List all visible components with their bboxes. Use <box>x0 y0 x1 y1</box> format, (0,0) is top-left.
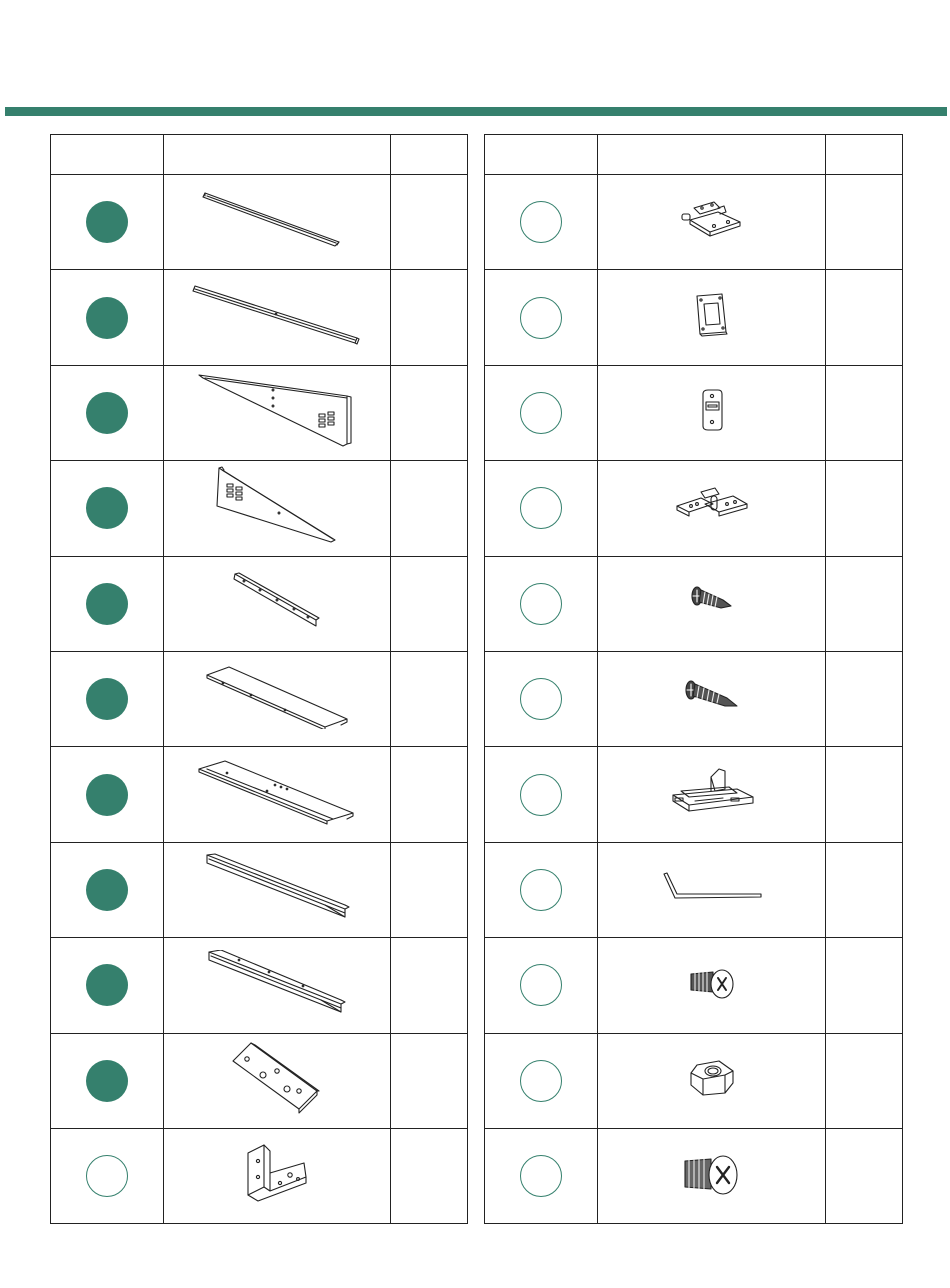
part-qty-cell <box>826 842 903 937</box>
long-angle-rail-icon <box>192 284 362 351</box>
part-badge <box>520 964 562 1006</box>
part-badge <box>520 1155 562 1197</box>
header-id <box>485 135 598 175</box>
table-row <box>51 270 468 365</box>
square-plate-icon <box>694 292 730 343</box>
part-qty-cell <box>391 270 468 365</box>
part-id-cell <box>485 556 598 651</box>
part-badge <box>86 1060 128 1102</box>
part-image-cell <box>164 1033 391 1128</box>
part-image-cell <box>164 461 391 556</box>
part-image-cell <box>598 651 826 746</box>
table-row <box>485 461 903 556</box>
table-row <box>51 651 468 746</box>
part-image-cell <box>598 175 826 270</box>
part-id-cell <box>51 747 164 842</box>
table-row <box>51 842 468 937</box>
table-row <box>485 842 903 937</box>
parts-table-left <box>50 134 468 1224</box>
part-badge <box>86 774 128 816</box>
part-qty-cell <box>391 365 468 460</box>
part-image-cell <box>164 651 391 746</box>
part-qty-cell <box>391 1128 468 1223</box>
triangular-gable-panel-right-icon <box>197 372 357 453</box>
table-row <box>485 556 903 651</box>
part-qty-cell <box>826 365 903 460</box>
corner-bracket-icon <box>244 1143 310 1210</box>
short-angle-bar-icon <box>232 572 322 635</box>
part-badge <box>86 392 128 434</box>
part-id-cell <box>51 1128 164 1223</box>
part-qty-cell <box>826 461 903 556</box>
part-badge <box>86 1155 128 1197</box>
part-id-cell <box>485 461 598 556</box>
part-id-cell <box>51 556 164 651</box>
flat-channel-panel-icon <box>205 665 350 734</box>
table-header-row <box>485 135 903 175</box>
table-row <box>51 175 468 270</box>
header-qty <box>391 135 468 175</box>
part-badge <box>520 1060 562 1102</box>
part-qty-cell <box>391 842 468 937</box>
part-id-cell <box>51 175 164 270</box>
part-badge <box>520 297 562 339</box>
part-qty-cell <box>391 461 468 556</box>
part-badge <box>520 392 562 434</box>
part-qty-cell <box>826 1128 903 1223</box>
part-badge <box>86 678 128 720</box>
table-row <box>51 938 468 1033</box>
part-badge <box>520 583 562 625</box>
header-accent-bar <box>5 107 947 116</box>
part-image-cell <box>164 1128 391 1223</box>
triangular-gable-panel-left-icon <box>215 466 340 551</box>
part-id-cell <box>485 842 598 937</box>
part-qty-cell <box>826 175 903 270</box>
part-image-cell <box>164 556 391 651</box>
table-row <box>485 938 903 1033</box>
part-qty-cell <box>826 651 903 746</box>
part-id-cell <box>51 461 164 556</box>
part-badge <box>86 487 128 529</box>
part-badge <box>520 678 562 720</box>
short-self-tapping-screw-icon <box>689 584 735 623</box>
part-image-cell <box>598 365 826 460</box>
long-self-tapping-screw-icon <box>683 678 741 721</box>
hex-key-icon <box>661 872 763 907</box>
table-row <box>51 747 468 842</box>
part-qty-cell <box>391 938 468 1033</box>
table-row <box>485 270 903 365</box>
part-id-cell <box>485 270 598 365</box>
part-id-cell <box>485 938 598 1033</box>
part-badge <box>86 964 128 1006</box>
part-qty-cell <box>391 175 468 270</box>
table-row <box>485 747 903 842</box>
part-id-cell <box>51 1033 164 1128</box>
part-image-cell <box>164 270 391 365</box>
part-image-cell <box>164 365 391 460</box>
part-image-cell <box>164 938 391 1033</box>
part-qty-cell <box>826 938 903 1033</box>
part-id-cell <box>51 270 164 365</box>
part-badge <box>520 201 562 243</box>
header-id <box>51 135 164 175</box>
part-qty-cell <box>826 556 903 651</box>
part-id-cell <box>51 938 164 1033</box>
table-row <box>51 556 468 651</box>
part-qty-cell <box>391 556 468 651</box>
part-badge <box>520 869 562 911</box>
table-row <box>51 1033 468 1128</box>
part-id-cell <box>51 651 164 746</box>
part-image-cell <box>164 747 391 842</box>
part-id-cell <box>485 747 598 842</box>
part-badge <box>86 869 128 911</box>
part-badge <box>520 774 562 816</box>
part-image-cell <box>164 842 391 937</box>
large-machine-bolt-icon <box>681 1151 743 1202</box>
part-id-cell <box>485 365 598 460</box>
u-channel-rail-holes-icon <box>207 950 347 1021</box>
part-qty-cell <box>391 651 468 746</box>
part-qty-cell <box>826 747 903 842</box>
table-row <box>51 461 468 556</box>
part-id-cell <box>51 842 164 937</box>
slide-bolt-icon <box>667 767 757 822</box>
hasp-latch-icon <box>675 486 749 531</box>
part-id-cell <box>51 365 164 460</box>
long-thin-rail-icon <box>202 190 352 255</box>
part-id-cell <box>485 1128 598 1223</box>
part-image-cell <box>598 270 826 365</box>
part-badge <box>86 201 128 243</box>
table-header-row <box>51 135 468 175</box>
angle-bracket-icon <box>231 1041 323 1120</box>
header-qty <box>826 135 903 175</box>
part-image-cell <box>598 842 826 937</box>
part-image-cell <box>598 556 826 651</box>
part-qty-cell <box>826 1033 903 1128</box>
part-qty-cell <box>391 1033 468 1128</box>
table-row <box>51 1128 468 1223</box>
part-badge <box>86 297 128 339</box>
part-qty-cell <box>391 747 468 842</box>
part-id-cell <box>485 651 598 746</box>
part-qty-cell <box>826 270 903 365</box>
part-badge <box>86 583 128 625</box>
table-row <box>51 365 468 460</box>
part-image-cell <box>164 175 391 270</box>
part-image-cell <box>598 1128 826 1223</box>
part-image-cell <box>598 938 826 1033</box>
parts-table-right <box>484 134 903 1224</box>
part-id-cell <box>485 175 598 270</box>
hex-nut-icon <box>689 1059 735 1102</box>
part-image-cell <box>598 1033 826 1128</box>
table-row <box>485 1128 903 1223</box>
header-part <box>598 135 826 175</box>
machine-bolt-icon <box>687 966 737 1005</box>
latch-keeper-icon <box>699 388 725 437</box>
table-row <box>485 365 903 460</box>
flat-channel-panel-holes-icon <box>197 759 357 830</box>
table-row <box>485 651 903 746</box>
table-row <box>485 175 903 270</box>
part-image-cell <box>598 461 826 556</box>
door-hinge-icon <box>680 200 744 245</box>
table-row <box>485 1033 903 1128</box>
header-part <box>164 135 391 175</box>
u-channel-rail-icon <box>205 853 350 926</box>
part-image-cell <box>598 747 826 842</box>
part-id-cell <box>485 1033 598 1128</box>
part-badge <box>520 487 562 529</box>
